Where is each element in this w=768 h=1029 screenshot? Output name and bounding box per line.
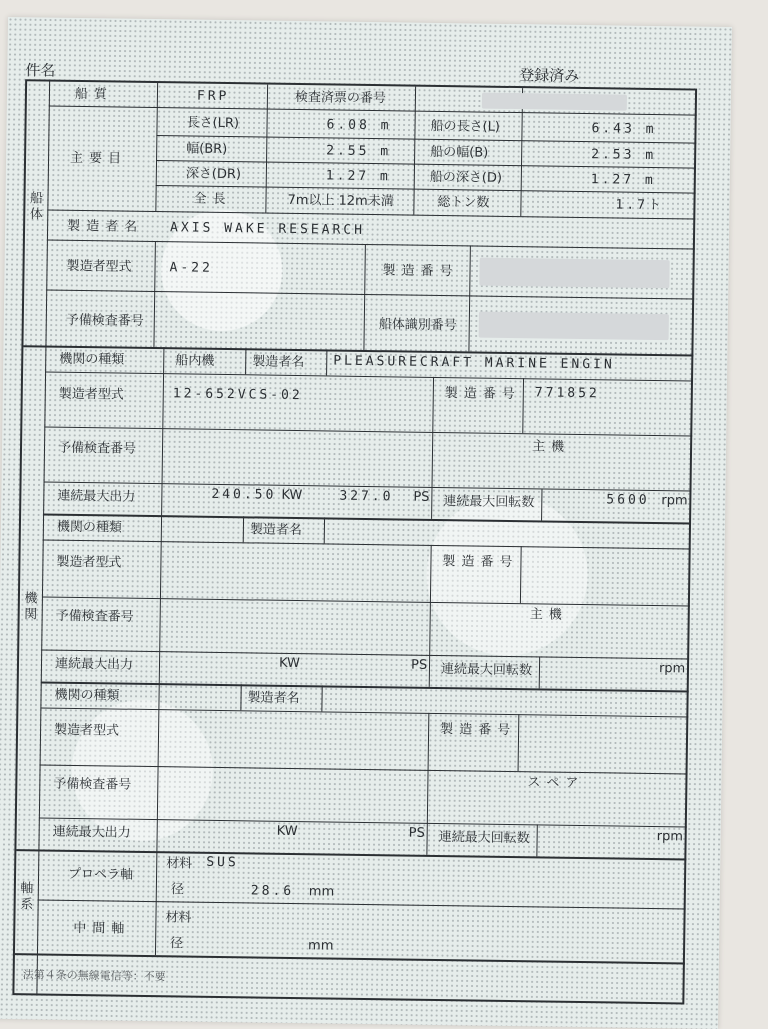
engine-model-label: 製造者型式 bbox=[58, 386, 124, 403]
engine-model-label: 製造者型式 bbox=[56, 554, 122, 571]
engine-serial-label: 製造番号 bbox=[444, 386, 521, 403]
shaft-section-label: 軸系 bbox=[20, 881, 34, 912]
ship-depth-value: 1.27 m bbox=[590, 172, 656, 189]
spec-table bbox=[12, 79, 697, 1004]
prop-diameter-unit: mm bbox=[308, 884, 335, 900]
engine-maker-label: 製造者名 bbox=[247, 690, 300, 707]
engine-spare-label: 予備検査番号 bbox=[53, 776, 132, 793]
hull-spare-label: 予備検査番号 bbox=[65, 312, 144, 329]
prop-material-label: 材料 bbox=[166, 856, 193, 872]
breadth-label: 幅(BR) bbox=[186, 141, 228, 158]
engine-maker-label: 製造者名 bbox=[249, 522, 303, 539]
engine-type-label: 機関の種類 bbox=[56, 519, 123, 536]
prop-material-value: SUS bbox=[206, 854, 239, 871]
engine-rpm-unit: rpm bbox=[656, 829, 684, 845]
engine-kw-unit: KW bbox=[278, 655, 301, 672]
subject-label: 件名 bbox=[25, 61, 56, 80]
ship-breadth-value: 2.53 m bbox=[591, 147, 657, 164]
hull-model-label: 製造者型式 bbox=[66, 258, 132, 275]
engine-maker-label: 製造者名 bbox=[252, 354, 305, 371]
hull-maker-label: 製造者名 bbox=[67, 218, 144, 235]
hull-model-value: A-22 bbox=[169, 260, 213, 276]
engine-ps-unit: PS bbox=[413, 489, 430, 505]
engine-maker-value: PLEASURECRAFT MARINE ENGIN bbox=[333, 353, 615, 373]
engine-kw-unit: KW bbox=[281, 487, 303, 504]
hull-section-label: 船体 bbox=[29, 191, 44, 223]
certificate-sheet bbox=[0, 17, 732, 1029]
depth-value: 1.27 m bbox=[325, 168, 391, 185]
engine-rpm-label: 連続最大回転数 bbox=[440, 662, 533, 679]
int-diameter-unit: mm bbox=[307, 938, 334, 954]
redacted-hull-id bbox=[479, 312, 669, 341]
hull-maker-value: AXIS WAKE RESEARCH bbox=[170, 220, 366, 238]
breadth-value: 2.55 m bbox=[326, 143, 392, 160]
hull-id-label: 船体識別番号 bbox=[378, 317, 457, 334]
cert-number-label: 検査済票の番号 bbox=[294, 89, 387, 107]
engine-rpm-value: 5600 bbox=[606, 492, 650, 508]
engines-section-label: 機関 bbox=[24, 591, 38, 623]
engine-role-value: 主機 bbox=[529, 607, 568, 623]
redacted-cert-number bbox=[482, 93, 627, 111]
hull-serial-label: 製造番号 bbox=[382, 263, 459, 280]
ship-depth-label: 船の深さ(D) bbox=[429, 169, 503, 186]
int-material-label: 材料 bbox=[165, 910, 192, 926]
intermediate-shaft-label: 中間軸 bbox=[73, 920, 131, 937]
engine-ps-unit: PS bbox=[410, 657, 428, 673]
material-label: 船質 bbox=[74, 86, 114, 103]
prop-diameter-value: 28.6 bbox=[250, 883, 295, 900]
engine-type-label: 機関の種類 bbox=[59, 351, 125, 368]
engine-rpm-unit: rpm bbox=[658, 661, 686, 677]
engine-ps-unit: PS bbox=[408, 825, 425, 841]
depth-label: 深さ(DR) bbox=[185, 166, 242, 183]
engine-serial-label: 製造番号 bbox=[442, 554, 519, 571]
ship-length-label: 船の長さ(L) bbox=[430, 118, 501, 135]
length-label: 長さ(LR) bbox=[186, 115, 240, 132]
radio-requirement-note: 法第４条の無線電信等：不要 bbox=[22, 968, 166, 984]
ship-length-value: 6.43 m bbox=[591, 121, 657, 138]
engine-rpm-label: 連続最大回転数 bbox=[438, 830, 530, 847]
ship-breadth-label: 船の幅(B) bbox=[430, 144, 489, 161]
engine-spare-label: 予備検査番号 bbox=[55, 608, 134, 625]
length-value: 6.08 m bbox=[326, 117, 392, 134]
engine-power-label: 連続最大出力 bbox=[52, 824, 131, 841]
engine-rpm-unit: rpm bbox=[661, 493, 688, 509]
engine-spare-label: 予備検査番号 bbox=[57, 440, 137, 457]
engine-rpm-label: 連続最大回転数 bbox=[443, 494, 535, 511]
tonnage-value: 1.7ト bbox=[615, 197, 665, 214]
prop-diameter-label: 径 bbox=[170, 882, 184, 898]
material-value: FRP bbox=[196, 88, 230, 105]
engine-kw-unit: KW bbox=[276, 823, 298, 840]
engine-serial-value: 771852 bbox=[534, 385, 600, 402]
engine-kw-value: 240.50 bbox=[211, 486, 277, 503]
engine-serial-label: 製造番号 bbox=[440, 722, 517, 739]
tonnage-label: 総トン数 bbox=[437, 194, 490, 211]
engine-role-value: スペア bbox=[527, 775, 585, 792]
registered-status: 登録済み bbox=[519, 66, 580, 85]
engine-power-label: 連続最大出力 bbox=[54, 656, 134, 673]
engine-model-value: 12-652VCS-02 bbox=[172, 386, 303, 404]
overall-length-label: 全長 bbox=[193, 191, 232, 208]
engine-power-label: 連続最大出力 bbox=[57, 488, 136, 505]
engine-type-value: 船内機 bbox=[175, 353, 215, 369]
main-dims-label: 主要目 bbox=[69, 150, 128, 167]
engine-model-label: 製造者型式 bbox=[53, 722, 120, 739]
propeller-shaft-label: プロペラ軸 bbox=[67, 866, 134, 883]
redacted-hull-serial bbox=[479, 258, 669, 289]
int-diameter-label: 径 bbox=[170, 936, 184, 952]
overall-length-value: 7m以上 12m未満 bbox=[287, 192, 394, 210]
engine-ps-value: 327.0 bbox=[339, 488, 394, 505]
engine-type-label: 機関の種類 bbox=[54, 687, 120, 704]
engine-role-value: 主機 bbox=[531, 439, 571, 455]
